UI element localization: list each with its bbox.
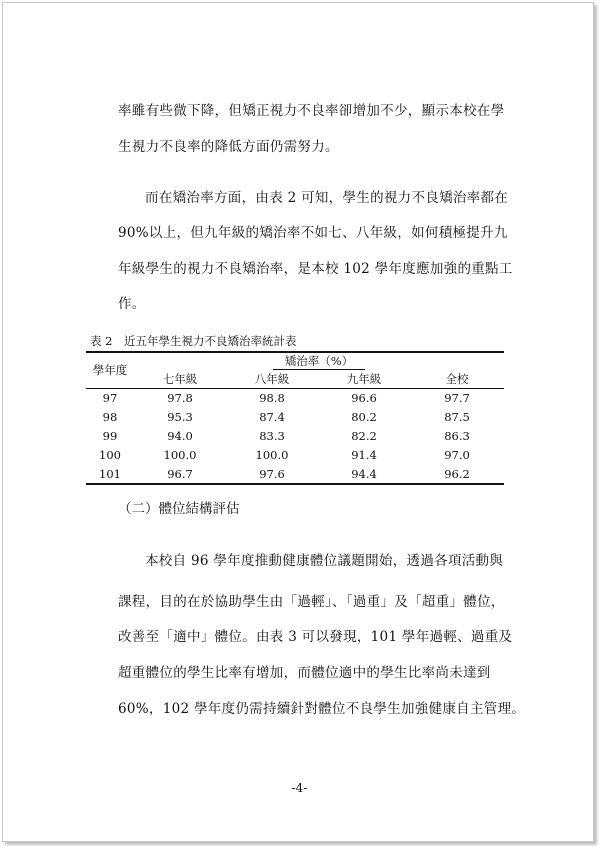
table-cell: 86.3 bbox=[444, 428, 470, 443]
table-cell: 91.4 bbox=[351, 447, 377, 462]
para1-line-2: 生視力不良率的降低方面仍需努力。 bbox=[118, 139, 339, 155]
para2-line-1: 而在矯治率方面，由表 2 可知，學生的視力不良矯治率都在 bbox=[145, 190, 509, 206]
table-row bbox=[86, 464, 504, 484]
table-cell: 96.7 bbox=[134, 464, 226, 484]
para3-line-5: 60%，102 學年度仍需持續針對體位不良學生加強健康自主管理。 bbox=[118, 701, 526, 717]
table-cell: 80.2 bbox=[351, 409, 377, 424]
row-header-year: 學年度 bbox=[86, 352, 134, 388]
year-cell: 101 bbox=[86, 464, 134, 484]
column-header: 七年級 bbox=[134, 370, 226, 388]
table-cell: 87.4 bbox=[259, 409, 285, 424]
column-header: 八年級 bbox=[226, 370, 318, 388]
para2-line-3: 年級學生的視力不良矯治率，是本校 102 學年度應加強的重點工 bbox=[118, 261, 513, 277]
table-cell: 98.8 bbox=[259, 390, 285, 405]
table-row bbox=[86, 407, 504, 426]
column-header: 全校 bbox=[410, 370, 504, 388]
section-title: （二）體位結構評估 bbox=[118, 501, 240, 517]
column-header: 九年級 bbox=[318, 370, 410, 388]
table-cell: 96.6 bbox=[351, 390, 377, 405]
table-cell: 94.4 bbox=[318, 464, 410, 484]
table-cell: 97.0 bbox=[444, 447, 470, 462]
para3-line-1: 本校自 96 學年度推動健康體位議題開始，透過各項活動與 bbox=[145, 553, 504, 569]
table-cell: 82.2 bbox=[351, 428, 377, 443]
para3-line-3: 改善至「適中」體位。由表 3 可以發現，101 學年過輕、過重及 bbox=[118, 629, 513, 645]
correction-rate-table bbox=[86, 351, 504, 485]
table-caption: 表 2 近五年學生視力不良矯治率統計表 bbox=[90, 334, 297, 348]
table-cell: 83.3 bbox=[259, 428, 285, 443]
year-cell: 97 bbox=[102, 390, 118, 405]
table-cell: 97.8 bbox=[167, 390, 193, 405]
group-header-correction-rate: 矯治率（%） bbox=[273, 353, 365, 370]
para3-line-2: 課程，目的在於協助學生由「過輕」、「過重」及「超重」體位， bbox=[118, 594, 505, 610]
table-row bbox=[86, 388, 504, 407]
page-number: -4- bbox=[291, 781, 308, 795]
para3-line-4: 超重體位的學生比率有增加，而體位適中的學生比率尚未達到 bbox=[118, 665, 491, 681]
table-row bbox=[86, 426, 504, 445]
table-cell: 100.0 bbox=[163, 447, 197, 462]
year-cell: 100 bbox=[99, 447, 121, 462]
year-cell: 99 bbox=[102, 428, 118, 443]
table-cell: 87.5 bbox=[444, 409, 470, 424]
table-row bbox=[86, 445, 504, 464]
para2-line-2: 90%以上，但九年級的矯治率不如七、八年級，如何積極提升九 bbox=[118, 225, 508, 241]
para1-line-1: 率雖有些微下降，但矯正視力不良率卻增加不少，顯示本校在學 bbox=[118, 103, 505, 119]
table-cell: 97.6 bbox=[226, 464, 318, 484]
table-cell: 97.7 bbox=[444, 390, 470, 405]
table-cell: 96.2 bbox=[410, 464, 504, 484]
table-cell: 95.3 bbox=[167, 409, 193, 424]
year-cell: 98 bbox=[102, 409, 118, 424]
para2-line-4: 作。 bbox=[118, 296, 146, 312]
table-cell: 100.0 bbox=[255, 447, 289, 462]
table-cell: 94.0 bbox=[167, 428, 193, 443]
